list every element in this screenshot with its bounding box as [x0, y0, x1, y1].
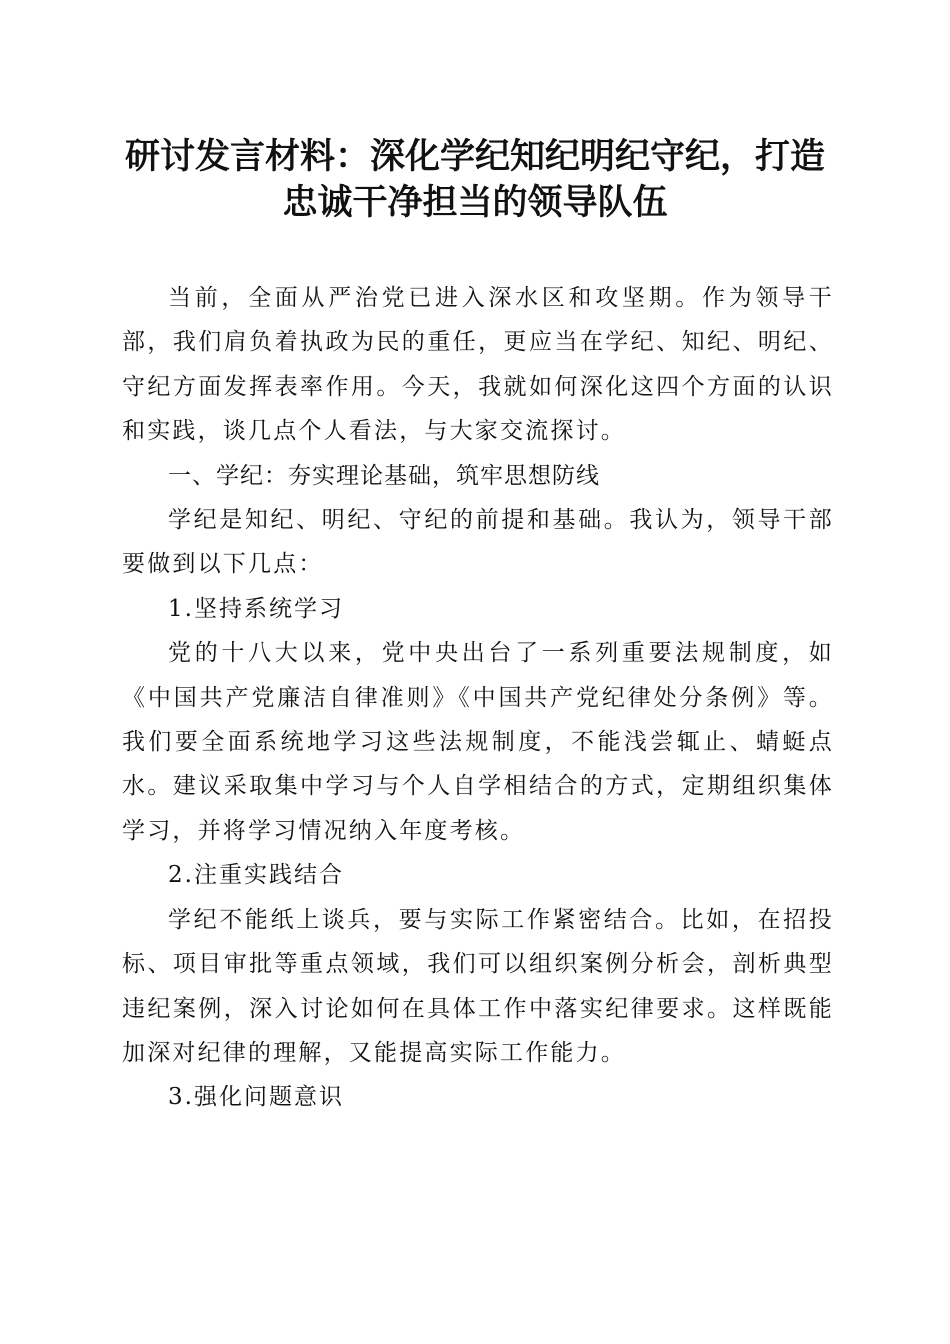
- title-line-2: 忠诚干净担当的领导队伍: [282, 183, 668, 223]
- intro-paragraph: 当前，全面从严治党已进入深水区和攻坚期。作为领导干部，我们肩负着执政为民的重任，更应当在学纪、知纪、明纪、守纪方面发挥表率作用。今天，我就如何深化这四个方面的认识和实践，谈几点个人看法，与大家交流探讨。: [122, 285, 834, 445]
- subheading-1: 1.坚持系统学习: [168, 595, 344, 622]
- title-line-1: 研讨发言材料：深化学纪知纪明纪守纪，打造: [124, 137, 825, 177]
- document-body: [122, 276, 834, 1120]
- subheading-2: 2.注重实践结合: [168, 862, 344, 889]
- section-1-paragraph: 学纪是知纪、明纪、守纪的前提和基础。我认为，领导干部要做到以下几点：: [122, 507, 834, 578]
- document-title: [100, 134, 850, 226]
- subheading-3: 3.强化问题意识: [168, 1084, 344, 1111]
- section-heading-1: 一、学纪：夯实理论基础，筑牢思想防线: [168, 462, 600, 489]
- subsection-1-paragraph: 党的十八大以来，党中央出台了一系列重要法规制度，如《中国共产党廉洁自律准则》《中国共产党纪律处分条例》等。我们要全面系统地学习这些法规制度，不能浅尝辄止、蜻蜓点水。建议采取集中学习与个人自学相结合的方式，定期组织集体学习，并将学习情况纳入年度考核。: [122, 640, 834, 844]
- subsection-2-paragraph: 学纪不能纸上谈兵，要与实际工作紧密结合。比如，在招投标、项目审批等重点领域，我们可以组织案例分析会，剖析典型违纪案例，深入讨论如何在具体工作中落实纪律要求。这样既能加深对纪律的理解，又能提高实际工作能力。: [122, 906, 834, 1066]
